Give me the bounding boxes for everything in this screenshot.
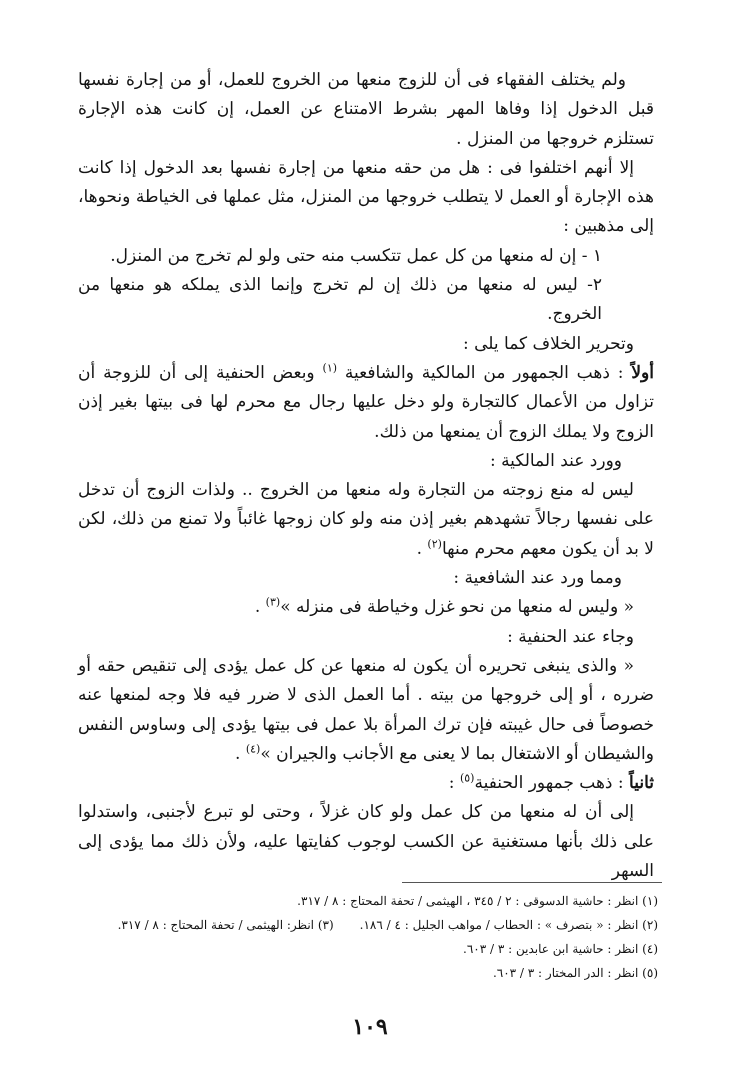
list-item-2: ٢- ليس له منعها من ذلك إن لم تخرج وإنما الذى يملكه هو منعها من الخروج. (78, 275, 602, 325)
footnote-ref-3: (٣) (265, 595, 281, 609)
paragraph-6 (78, 476, 654, 564)
paragraph-9: وجاء عند الحنفية : (507, 626, 634, 647)
main-text (78, 66, 654, 886)
paragraph-11-text-a: : ذهب جمهور الحنفية (474, 773, 630, 794)
paragraph-8 (78, 593, 654, 622)
footnote-divider (402, 882, 662, 883)
footnote-row-2-3 (78, 913, 658, 937)
footnotes (78, 889, 658, 985)
paragraph-10-text-b: . (235, 743, 246, 764)
paragraph-6-text-a: ليس له منع زوجته من التجارة وله منعها من الخروج .. ولذات الزوج أن تدخل على نفسها رجالاً تشهدهم بغير إذن منه ولو كان زوجها غائباً ولا تمنع من ذلك، لكن لا بد أن يكون معهم محرم منها (78, 480, 654, 559)
paragraph-11-text-b: : (448, 773, 460, 794)
footnote-ref-2: (٢) (427, 537, 442, 551)
paragraph-12: إلى أن له منعها من كل عمل ولو كان غزلاً ، وحتى لو تبرع لأجنبى، واستدلوا على ذلك بأنها مستغنية عن الكسب لوجوب كفايتها عليه، ولأن ذلك مما يؤدى إلى السهر (78, 802, 654, 882)
footnote-ref-1: (١) (322, 361, 338, 375)
paragraph-3: وتحرير الخلاف كما يلى : (462, 333, 634, 354)
section-label-first: أولاً (631, 362, 654, 383)
footnote-4: (٤) انظر : حاشية ابن عابدين : ٣ / ٦٠٣. (463, 942, 658, 956)
footnote-1: (١) انظر : حاشية الدسوقى : ٢ / ٣٤٥ ، الهيثمى / تحفة المحتاج : ٨ / ٣١٧. (297, 894, 658, 908)
paragraph-10-text-a: « والذى ينبغى تحريره أن يكون له منعها عن كل عمل يؤدى إلى تنقيص حقه أو ضرره ، أو إلى خروجها من بيته . أما العمل الذى لا ضرر فيه فلا وجه لمنعها عنه خصوصاً فى حال غيبته فإن ترك المرأة بلا عمل فى بيتها يؤدى إلى وساوس النفس والشيطان أو الاشتغال بما لا يعنى مع الأجانب والجيران » (78, 655, 654, 764)
paragraph-11 (78, 769, 654, 798)
paragraph-7: ومما ورد عند الشافعية : (453, 568, 622, 589)
paragraph-1: ولم يختلف الفقهاء فى أن للزوج منعها من الخروج للعمل، أو من إجارة نفسها قبل الدخول إذا وفاها المهر بشرط الامتناع عن العمل، إن كانت هذه الإجارة تستلزم خروجها من المنزل . (78, 70, 654, 149)
paragraph-5: وورد عند المالكية : (489, 450, 622, 471)
paragraph-4-text-a: : ذهب الجمهور من المالكية والشافعية (337, 362, 632, 383)
paragraph-8-text-b: . (254, 597, 266, 618)
footnote-5: (٥) انظر : الدر المختار : ٣ / ٦٠٣. (492, 966, 658, 980)
paragraph-8-text-a: « وليس له منعها من نحو غزل وخياطة فى منزله » (280, 597, 634, 618)
paragraph-6-text-b: . (416, 538, 428, 559)
section-label-second: ثانياً (629, 773, 654, 794)
footnote-ref-5: (٥) (459, 771, 475, 785)
paragraph-4-text-b: وبعض الحنفية إلى أن للزوجة أن تزاول من الأعمال كالتجارة ولو دخل عليها رجال مع محرم لها فى بيتها بغير إذن الزوج ولا يملك الزوج أن يمنعها من ذلك. (78, 362, 654, 442)
footnote-ref-4: (٤) (245, 742, 261, 756)
footnote-3: (٣) انظر: الهيثمى / تحفة المحتاج : ٨ / ٣١٧. (117, 918, 334, 932)
paragraph-2: إلا أنهم اختلفوا فى : هل من حقه منعها من إجارة نفسها بعد الدخول إذا كانت هذه الإجارة أو العمل لا يتطلب خروجها من المنزل، مثل عملها فى الخياطة ونحوها، إلى مذهبين : (78, 157, 654, 237)
list-item-1: ١ - إن له منعها من كل عمل تتكسب منه حتى ولو لم تخرج من المنزل. (110, 245, 602, 266)
paragraph-4 (78, 359, 654, 447)
paragraph-10 (78, 652, 654, 769)
page-number: ١٠٩ (352, 1014, 388, 1040)
footnote-2: (٢) انظر : « بتصرف » : الحطاب / مواهب الجليل : ٤ / ١٨٦. (359, 918, 658, 932)
